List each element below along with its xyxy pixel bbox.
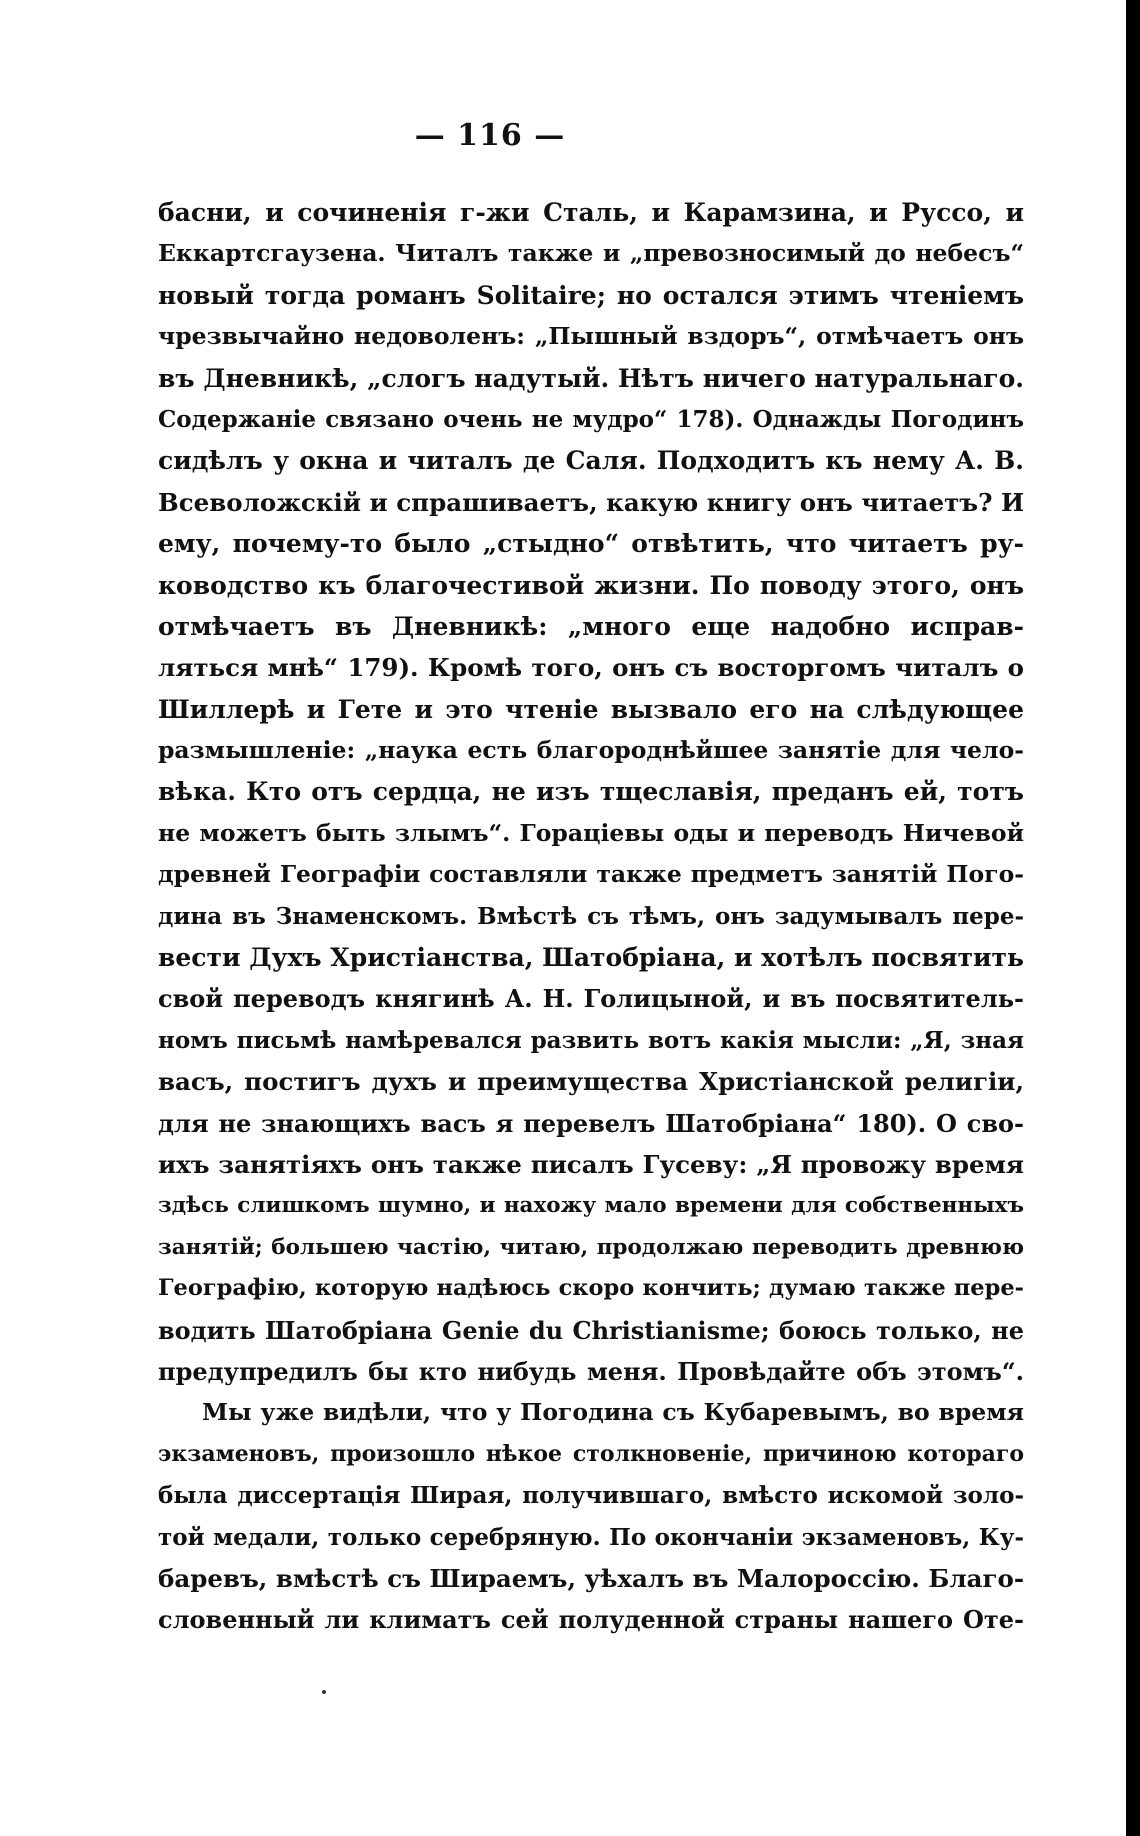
text-line: Географію, которую надѣюсь скоро кончить; думаю также пере- (158, 1275, 1024, 1302)
text-line: ему, почему-то было „стыдно“ отвѣтить, что читаетъ ру- (158, 529, 1024, 559)
text-line: экзаменовъ, произошло нѣкое столкновеніе, причиною котораго (158, 1440, 1024, 1467)
text-line: словенный ли климатъ сей полуденной страны нашего Оте- (158, 1605, 1024, 1635)
print-speck (322, 1690, 326, 1694)
paragraph-2 (158, 1392, 1024, 1640)
text-line: была диссертація Ширая, получившаго, вмѣсто искомой золо- (158, 1482, 1024, 1510)
text-line: занятій; большею частію, читаю, продолжаю переводить древнюю (158, 1234, 1024, 1260)
text-line: водить Шатобріана Genie du Christianisme; боюсь только, не (158, 1315, 1024, 1345)
text-line: для не знающихъ васъ я перевелъ Шатобріана“ 180). О сво- (158, 1108, 1024, 1138)
text-line: размышленіе: „наука есть благороднѣйшее занятіе для чело- (158, 736, 1024, 765)
text-line: той медали, только серебряную. По окончаніи экзаменовъ, Ку- (158, 1523, 1024, 1551)
text-line: предупредилъ бы кто нибудь меня. Провѣдайте объ этомъ“. (158, 1356, 1024, 1386)
text-line: Шиллерѣ и Гете и это чтеніе вызвало его на слѣдующее (158, 694, 1024, 724)
body-text (158, 192, 1024, 1641)
text-line: ководство къ благочестивой жизни. По поводу этого, онъ (158, 570, 1024, 600)
text-line: Еккартсгаузена. Читалъ также и „превозносимый до небесъ“ (158, 239, 1024, 268)
text-line: ляться мнѣ“ 179). Кромѣ того, онъ съ восторгомъ читалъ о (158, 653, 1024, 683)
text-line: древней Географіи составляли также предметъ занятій Пого- (158, 860, 1024, 889)
text-line: вѣка. Кто отъ сердца, не изъ тщеславія, преданъ ей, тотъ (158, 777, 1024, 807)
text-line: свой переводъ княгинѣ А. Н. Голицыной, и въ посвятитель- (158, 984, 1024, 1014)
text-line: Всеволожскій и спрашиваетъ, какую книгу онъ читаетъ? И (158, 487, 1025, 517)
text-line: дина въ Знаменскомъ. Вмѣстѣ съ тѣмъ, онъ задумывалъ пере- (158, 902, 1024, 930)
text-line: ихъ занятіяхъ онъ также писалъ Гусеву: „Я провожу время (158, 1149, 1024, 1179)
text-line: васъ, постигъ духъ и преимущества Христіанской религіи, (158, 1067, 1024, 1097)
text-line: новый тогда романъ Solitaire; но остался этимъ чтеніемъ (158, 280, 1024, 310)
text-line: не можетъ быть злымъ“. Гораціевы оды и переводъ Ничевой (158, 818, 1024, 847)
text-line: басни, и сочиненія г-жи Сталь, и Карамзина, и Руссо, и (158, 198, 1024, 227)
text-line: вести Духъ Христіанства, Шатобріана, и хотѣлъ посвятить (158, 943, 1024, 973)
paragraph-1 (158, 192, 1024, 1392)
scan-border (1126, 0, 1140, 1836)
page-number: — 116 — (414, 118, 566, 153)
text-line: здѣсь слишкомъ шумно, и нахожу мало времени для собственныхъ (158, 1193, 1024, 1219)
text-line: сидѣлъ у окна и читалъ де Саля. Подходитъ къ нему А. В. (158, 446, 1024, 476)
text-line: отмѣчаетъ въ Дневникѣ: „много еще надобно исправ- (158, 611, 1024, 641)
text-line: чрезвычайно недоволенъ: „Пышный вздоръ“, отмѣчаетъ онъ (158, 322, 1024, 351)
text-line: Мы уже видѣли, что у Погодина съ Кубаревымъ, во время (202, 1398, 1024, 1427)
text-line: номъ письмѣ намѣревался развить вотъ какія мысли: „Я, зная (158, 1026, 1024, 1054)
text-line: баревъ, вмѣстѣ съ Шираемъ, уѣхалъ въ Малороссію. Благо- (158, 1563, 1024, 1593)
text-line: въ Дневникѣ, „слогъ надутый. Нѣтъ ничего натуральнаго. (158, 363, 1024, 393)
text-line: Содержаніе связано очень не мудро“ 178). Однажды Погодинъ (158, 405, 1024, 433)
